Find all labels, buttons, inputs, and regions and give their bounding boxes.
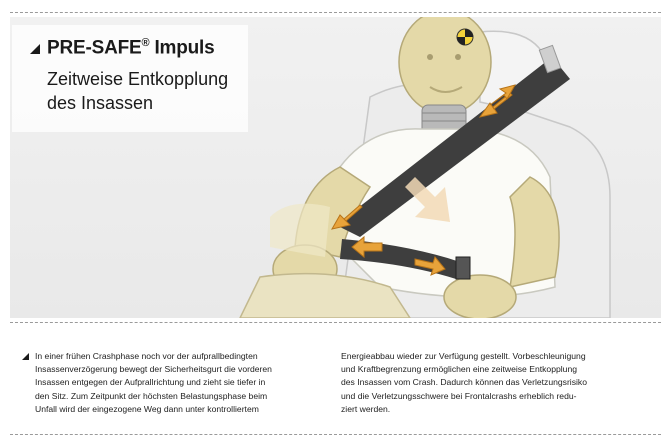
crash-test-marker-icon: [457, 29, 473, 45]
title-panel: [12, 25, 248, 132]
belt-buckle: [456, 257, 470, 279]
middle-dashed-divider: [10, 322, 661, 323]
registered-mark: ®: [141, 37, 150, 49]
dummy-right-hand: [444, 275, 516, 318]
caption-line: Unfall wird der eingezogene Weg dann unter kontrolliertem: [35, 403, 259, 414]
title-heading: [47, 37, 214, 59]
title-main-text: PRE-SAFE: [47, 37, 142, 59]
dummy-head: [399, 17, 491, 114]
bottom-dashed-divider: [10, 434, 661, 435]
caption-left-column: [35, 350, 325, 416]
caption-line: den Sitz. Zum Zeitpunkt der höchsten Belastungsphase beim: [35, 390, 268, 401]
caption-line: des Insassen vom Crash. Dadurch können das Verletzungsrisiko: [341, 377, 588, 388]
title-suffix: Impuls: [149, 37, 215, 59]
caption-line: Insassenverzögerung bewegt der Sicherheitsgurt die vorderen: [35, 364, 272, 375]
caption-line: Insassen entgegen der Aufprallrichtung und zieht sie tiefer in: [35, 377, 266, 388]
caption-right-column: [341, 350, 631, 416]
subtitle-line: Zeitweise Entkopplung: [47, 69, 229, 89]
caption-line: und Kraftbegrenzung ermöglichen eine zeitweise Entkopplung: [341, 364, 578, 375]
bullet-triangle-icon: [22, 353, 29, 360]
subtitle-line: des Insassen: [47, 93, 154, 113]
caption-line: ziert werden.: [341, 403, 391, 414]
caption-line: In einer frühen Crashphase noch vor der aufprallbedingten: [35, 351, 258, 361]
caption-line: und die Verletzungsschwere bei Frontalcrashs erheblich redu-: [341, 390, 577, 401]
title-subtitle: [47, 67, 228, 115]
bullet-triangle-icon: [30, 44, 40, 54]
top-dashed-divider: [10, 12, 661, 13]
caption-line: Energieabbau wieder zur Verfügung gestellt. Vorbeschleunigung: [341, 351, 586, 361]
